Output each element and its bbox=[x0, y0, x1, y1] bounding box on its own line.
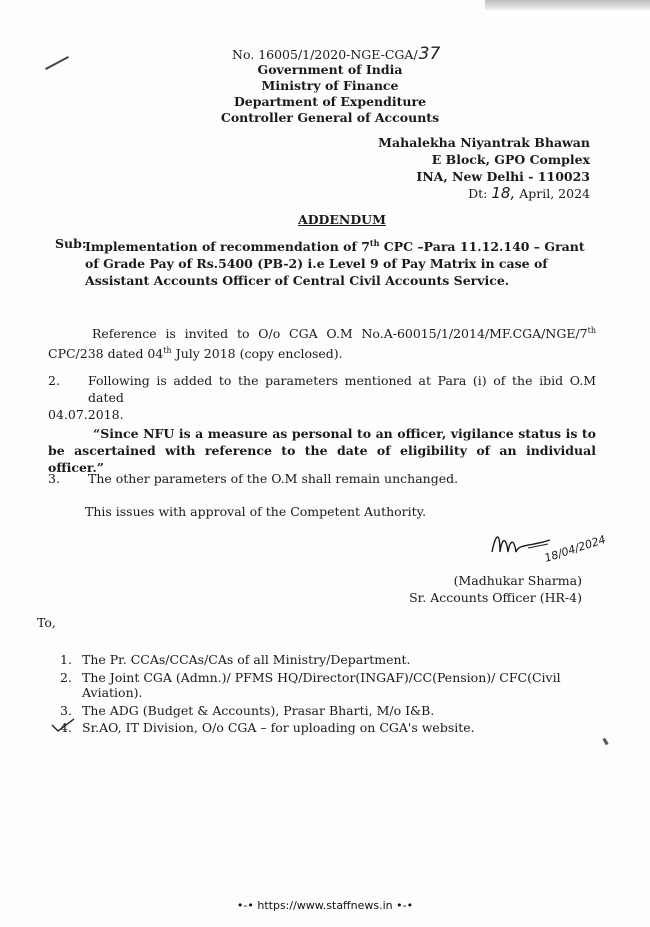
paragraph-2: 2. Following is added to the parameters mentioned at Para (i) of the ibid O.M dated 04.07.2018. bbox=[48, 373, 596, 422]
address-line: INA, New Delhi - 110023 bbox=[416, 169, 590, 184]
signer-block bbox=[409, 572, 582, 606]
date-day-handwritten: 18, bbox=[491, 184, 516, 202]
address-block bbox=[378, 134, 590, 202]
to-label: To, bbox=[37, 615, 56, 630]
list-item: 4. Sr.AO, IT Division, O/o CGA – for uploading on CGA's website. bbox=[60, 720, 600, 736]
scan-mark bbox=[45, 56, 69, 70]
paragraph-number: 2. bbox=[48, 373, 60, 388]
org-line: Controller General of Accounts bbox=[220, 110, 440, 125]
paragraph-reference: Reference is invited to O/o CGA O.M No.A-60015/1/2014/MF.CGA/NGE/7th CPC/238 dated 04th July 2018 (copy enclosed). bbox=[48, 326, 596, 362]
quoted-addition: “Since NFU is a measure as personal to an officer, vigilance status is to be ascertained with reference to the date of eligibility of an individual officer.” bbox=[48, 426, 596, 475]
source-footer: •-• https://www.staffnews.in •-• bbox=[236, 899, 414, 912]
org-line: Government of India bbox=[257, 62, 403, 77]
approval-line: This issues with approval of the Competent Authority. bbox=[85, 504, 427, 519]
signer-name: (Madhukar Sharma) bbox=[453, 573, 582, 588]
org-line: Ministry of Finance bbox=[261, 78, 399, 93]
signature-date-handwritten: 18/04/2024 bbox=[542, 532, 608, 565]
handwritten-signature bbox=[488, 522, 618, 570]
address-line: E Block, GPO Complex bbox=[431, 152, 590, 167]
org-line: Department of Expenditure bbox=[233, 94, 427, 109]
letter-date: Dt: 18, April, 2024 bbox=[468, 184, 590, 202]
paragraph-number: 3. bbox=[48, 471, 60, 486]
list-item: 2. The Joint CGA (Admn.)/ PFMS HQ/Director(INGAF)/CC(Pension)/ CFC(Civil Aviation). bbox=[60, 669, 561, 700]
distribution-list bbox=[60, 652, 600, 738]
address-line: Mahalekha Niyantrak Bhawan bbox=[378, 135, 590, 150]
scan-edge-shadow bbox=[485, 0, 650, 10]
paragraph-3: 3. The other parameters of the O.M shall remain unchanged. bbox=[48, 471, 459, 486]
subject-label: Sub: bbox=[55, 236, 87, 251]
reference-number-handwritten: 37 bbox=[418, 44, 441, 64]
signer-designation: Sr. Accounts Officer (HR-4) bbox=[409, 590, 582, 605]
list-item: 1. The Pr. CCAs/CCAs/CAs of all Ministry/Department. bbox=[60, 652, 411, 667]
reference-number-text: No. 16005/1/2020-NGE-CGA/ bbox=[232, 47, 418, 62]
scan-mark bbox=[602, 738, 608, 746]
document-heading: ADDENDUM bbox=[298, 212, 386, 227]
subject-block bbox=[55, 235, 593, 289]
subject-text: Implementation of recommendation of 7th CPC –Para 11.12.140 – Grant of Grade Pay of Rs.5400 (PB-2) i.e Level 9 of Pay Matrix in case of Assistant Accounts Officer of Central Civil Accounts Service. bbox=[85, 238, 585, 289]
organization-block bbox=[200, 62, 460, 126]
reference-number bbox=[232, 44, 440, 64]
list-item: 3. The ADG (Budget & Accounts), Prasar Bharti, M/o I&B. bbox=[60, 702, 435, 718]
